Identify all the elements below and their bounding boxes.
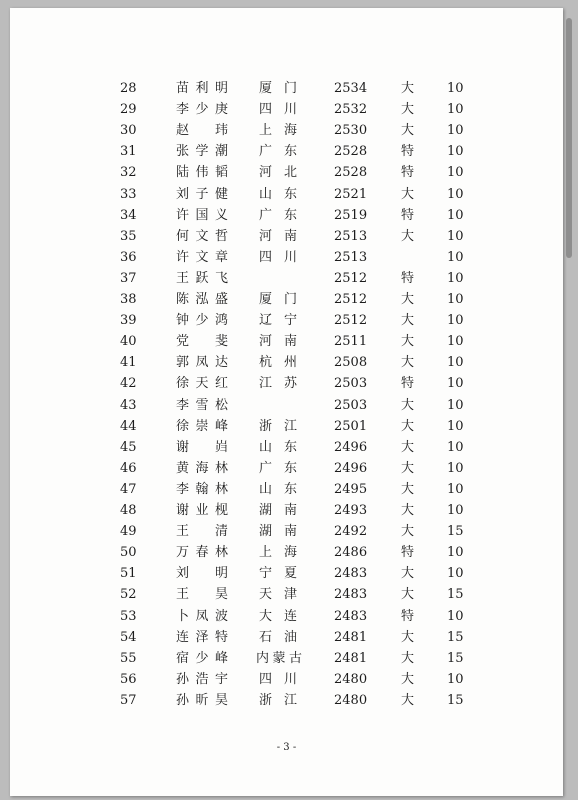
value-cell: 15 — [447, 650, 464, 666]
title-cell: 大 — [401, 123, 415, 139]
rank-cell: 41 — [120, 355, 137, 371]
region-cell: 江苏 — [259, 376, 297, 392]
name-cell: 党 斐 — [176, 334, 228, 350]
value-cell: 15 — [447, 692, 464, 708]
name-cell: 苗利明 — [176, 81, 228, 96]
rank-cell: 32 — [120, 165, 137, 181]
table-row — [10, 542, 563, 563]
name-cell: 何文哲 — [176, 228, 228, 244]
title-cell: 特 — [401, 207, 415, 223]
rank-cell: 29 — [120, 102, 137, 118]
title-cell: 大 — [401, 334, 415, 350]
region-cell: 浙江 — [259, 418, 297, 434]
title-cell: 大 — [401, 650, 415, 666]
rating-cell: 2496 — [334, 460, 368, 476]
region-cell: 厦门 — [259, 292, 297, 307]
value-cell: 10 — [447, 249, 464, 265]
name-cell: 孙昕昊 — [176, 692, 228, 708]
name-cell: 许国义 — [176, 207, 228, 223]
value-cell: 10 — [447, 503, 464, 518]
title-cell: 大 — [401, 587, 415, 603]
rating-cell: 2530 — [334, 123, 368, 139]
title-cell: 大 — [401, 186, 415, 202]
value-cell: 10 — [447, 376, 464, 392]
rank-cell: 40 — [120, 334, 137, 350]
value-cell: 10 — [447, 186, 464, 202]
title-cell: 特 — [401, 608, 415, 624]
table-row — [10, 395, 563, 416]
rating-cell: 2512 — [334, 313, 368, 329]
region-cell: 石油 — [259, 629, 297, 645]
table-row — [10, 289, 563, 310]
title-cell: 大 — [401, 566, 415, 582]
region-cell: 天津 — [259, 587, 297, 603]
rank-cell: 45 — [120, 439, 137, 455]
rating-cell: 2480 — [334, 671, 368, 687]
rank-cell: 50 — [120, 545, 137, 561]
table-row — [10, 310, 563, 331]
name-cell: 王 昊 — [176, 587, 228, 603]
rating-cell: 2501 — [334, 418, 368, 434]
value-cell: 10 — [447, 81, 464, 96]
table-row — [10, 268, 563, 289]
title-cell: 大 — [401, 397, 415, 413]
title-cell: 特 — [401, 376, 415, 392]
rank-cell: 57 — [120, 692, 137, 708]
title-cell: 大 — [401, 524, 415, 540]
title-cell: 特 — [401, 270, 415, 286]
name-cell: 张学潮 — [176, 144, 228, 160]
rank-cell: 52 — [120, 587, 137, 603]
value-cell: 10 — [447, 439, 464, 455]
name-cell: 许文章 — [176, 249, 228, 265]
name-cell: 王 清 — [176, 524, 228, 540]
title-cell: 大 — [401, 228, 415, 244]
region-cell: 广东 — [259, 207, 297, 223]
title-cell: 大 — [401, 692, 415, 708]
scrollbar[interactable] — [566, 18, 572, 258]
table-row — [10, 690, 563, 711]
table-row — [10, 479, 563, 500]
region-cell: 广东 — [259, 144, 297, 160]
name-cell: 钟少鸿 — [176, 313, 228, 329]
rating-cell: 2512 — [334, 292, 368, 307]
rating-cell: 2481 — [334, 650, 368, 666]
value-cell: 10 — [447, 313, 464, 329]
title-cell: 大 — [401, 81, 415, 96]
rank-cell: 54 — [120, 629, 137, 645]
rating-cell: 2511 — [334, 334, 368, 350]
region-cell: 山东 — [259, 439, 297, 455]
value-cell: 10 — [447, 102, 464, 118]
region-cell: 辽宁 — [259, 313, 297, 329]
region-cell: 山东 — [259, 186, 297, 202]
rank-cell: 47 — [120, 481, 137, 497]
table-row — [10, 437, 563, 458]
rank-cell: 36 — [120, 249, 137, 265]
name-cell: 陆伟韬 — [176, 165, 228, 181]
name-cell: 李少庚 — [176, 102, 228, 118]
region-cell: 山东 — [259, 481, 297, 497]
region-cell: 杭州 — [259, 355, 297, 371]
title-cell: 大 — [401, 460, 415, 476]
rating-cell: 2534 — [334, 81, 368, 96]
table-row — [10, 352, 563, 373]
table-row — [10, 141, 563, 162]
region-cell: 上海 — [259, 545, 297, 561]
table-row — [10, 627, 563, 648]
rating-cell: 2503 — [334, 397, 368, 413]
name-cell: 赵 玮 — [176, 123, 228, 139]
title-cell: 大 — [401, 503, 415, 518]
rating-cell: 2481 — [334, 629, 368, 645]
rank-cell: 37 — [120, 270, 137, 286]
title-cell: 大 — [401, 313, 415, 329]
region-cell: 河南 — [259, 228, 297, 244]
region-cell: 四川 — [259, 102, 297, 118]
value-cell: 10 — [447, 566, 464, 582]
table-row — [10, 521, 563, 542]
rank-cell: 43 — [120, 397, 137, 413]
region-cell: 四川 — [259, 671, 297, 687]
value-cell: 10 — [447, 545, 464, 561]
value-cell: 10 — [447, 270, 464, 286]
rank-cell: 42 — [120, 376, 137, 392]
title-cell: 特 — [401, 165, 415, 181]
name-cell: 王跃飞 — [176, 270, 228, 286]
rating-cell: 2483 — [334, 587, 368, 603]
value-cell: 10 — [447, 608, 464, 624]
name-cell: 郭凤达 — [176, 355, 228, 371]
table-row — [10, 226, 563, 247]
rank-cell: 56 — [120, 671, 137, 687]
table-row — [10, 120, 563, 141]
rating-cell: 2486 — [334, 545, 368, 561]
table-row — [10, 500, 563, 521]
region-cell: 湖南 — [259, 503, 297, 518]
title-cell: 大 — [401, 355, 415, 371]
table-row — [10, 606, 563, 627]
rating-cell: 2480 — [334, 692, 368, 708]
rating-cell: 2528 — [334, 165, 368, 181]
rank-cell: 46 — [120, 460, 137, 476]
name-cell: 孙浩宇 — [176, 671, 228, 687]
table-row — [10, 648, 563, 669]
title-cell: 大 — [401, 481, 415, 497]
document-page — [10, 8, 563, 796]
rating-cell: 2483 — [334, 566, 368, 582]
name-cell: 陈泓盛 — [176, 292, 228, 307]
value-cell: 10 — [447, 123, 464, 139]
title-cell: 大 — [401, 629, 415, 645]
rank-cell: 49 — [120, 524, 137, 540]
value-cell: 10 — [447, 207, 464, 223]
name-cell: 李雪松 — [176, 397, 228, 413]
rating-cell: 2483 — [334, 608, 368, 624]
value-cell: 10 — [447, 355, 464, 371]
name-cell: 徐天红 — [176, 376, 228, 392]
rating-cell: 2508 — [334, 355, 368, 371]
rank-cell: 33 — [120, 186, 137, 202]
table-row — [10, 416, 563, 437]
region-cell: 河北 — [259, 165, 297, 181]
rank-cell: 30 — [120, 123, 137, 139]
value-cell: 10 — [447, 418, 464, 434]
rating-cell: 2496 — [334, 439, 368, 455]
name-cell: 谢 岿 — [176, 439, 228, 455]
region-cell: 河南 — [259, 334, 297, 350]
page-number: - 3 - — [276, 742, 297, 753]
value-cell: 10 — [447, 292, 464, 307]
name-cell: 刘子健 — [176, 186, 228, 202]
rating-cell: 2513 — [334, 249, 368, 265]
name-cell: 李翰林 — [176, 481, 228, 497]
region-cell: 湖南 — [259, 524, 297, 540]
title-cell: 特 — [401, 545, 415, 561]
rating-cell: 2503 — [334, 376, 368, 392]
title-cell: 大 — [401, 671, 415, 687]
rank-cell: 53 — [120, 608, 137, 624]
table-row — [10, 247, 563, 268]
value-cell: 10 — [447, 144, 464, 160]
table-row — [10, 205, 563, 226]
region-cell: 广东 — [259, 460, 297, 476]
title-cell: 大 — [401, 292, 415, 307]
rank-cell: 55 — [120, 650, 137, 666]
rating-cell: 2521 — [334, 186, 368, 202]
rank-cell: 38 — [120, 292, 137, 307]
name-cell: 宿少峰 — [176, 650, 228, 666]
rating-cell: 2492 — [334, 524, 368, 540]
name-cell: 黄海林 — [176, 460, 228, 476]
rating-cell: 2528 — [334, 144, 368, 160]
rank-cell: 44 — [120, 418, 137, 434]
value-cell: 10 — [447, 228, 464, 244]
region-cell: 大连 — [259, 608, 297, 624]
region-cell: 浙江 — [259, 692, 297, 708]
rating-cell: 2532 — [334, 102, 368, 118]
name-cell: 连泽特 — [176, 629, 228, 645]
rating-cell: 2519 — [334, 207, 368, 223]
table-row — [10, 78, 563, 99]
name-cell: 刘 明 — [176, 566, 228, 582]
region-cell: 内蒙古 — [256, 650, 302, 666]
table-row — [10, 331, 563, 352]
rank-cell: 35 — [120, 228, 137, 244]
region-cell: 四川 — [259, 249, 297, 265]
value-cell: 10 — [447, 481, 464, 497]
table-row — [10, 584, 563, 605]
table-row — [10, 373, 563, 394]
rank-cell: 31 — [120, 144, 137, 160]
region-cell: 宁夏 — [259, 566, 297, 582]
title-cell: 大 — [401, 439, 415, 455]
table-row — [10, 458, 563, 479]
table-row — [10, 184, 563, 205]
value-cell: 15 — [447, 587, 464, 603]
value-cell: 15 — [447, 524, 464, 540]
table-row — [10, 669, 563, 690]
title-cell: 特 — [401, 144, 415, 160]
name-cell: 谢业枧 — [176, 503, 228, 518]
rank-cell: 48 — [120, 503, 137, 518]
table-row — [10, 563, 563, 584]
region-cell: 上海 — [259, 123, 297, 139]
table-row — [10, 162, 563, 183]
value-cell: 10 — [447, 671, 464, 687]
rank-cell: 28 — [120, 81, 137, 96]
rank-cell: 34 — [120, 207, 137, 223]
rating-cell: 2493 — [334, 503, 368, 518]
rating-cell: 2495 — [334, 481, 368, 497]
name-cell: 万春林 — [176, 545, 228, 561]
rating-cell: 2513 — [334, 228, 368, 244]
value-cell: 10 — [447, 460, 464, 476]
title-cell: 大 — [401, 418, 415, 434]
name-cell: 卜凤波 — [176, 608, 228, 624]
title-cell: 大 — [401, 102, 415, 118]
value-cell: 10 — [447, 397, 464, 413]
table-row — [10, 99, 563, 120]
rating-cell: 2512 — [334, 270, 368, 286]
name-cell: 徐崇峰 — [176, 418, 228, 434]
value-cell: 10 — [447, 334, 464, 350]
rank-cell: 39 — [120, 313, 137, 329]
region-cell: 厦门 — [259, 81, 297, 96]
value-cell: 15 — [447, 629, 464, 645]
value-cell: 10 — [447, 165, 464, 181]
rank-cell: 51 — [120, 566, 137, 582]
